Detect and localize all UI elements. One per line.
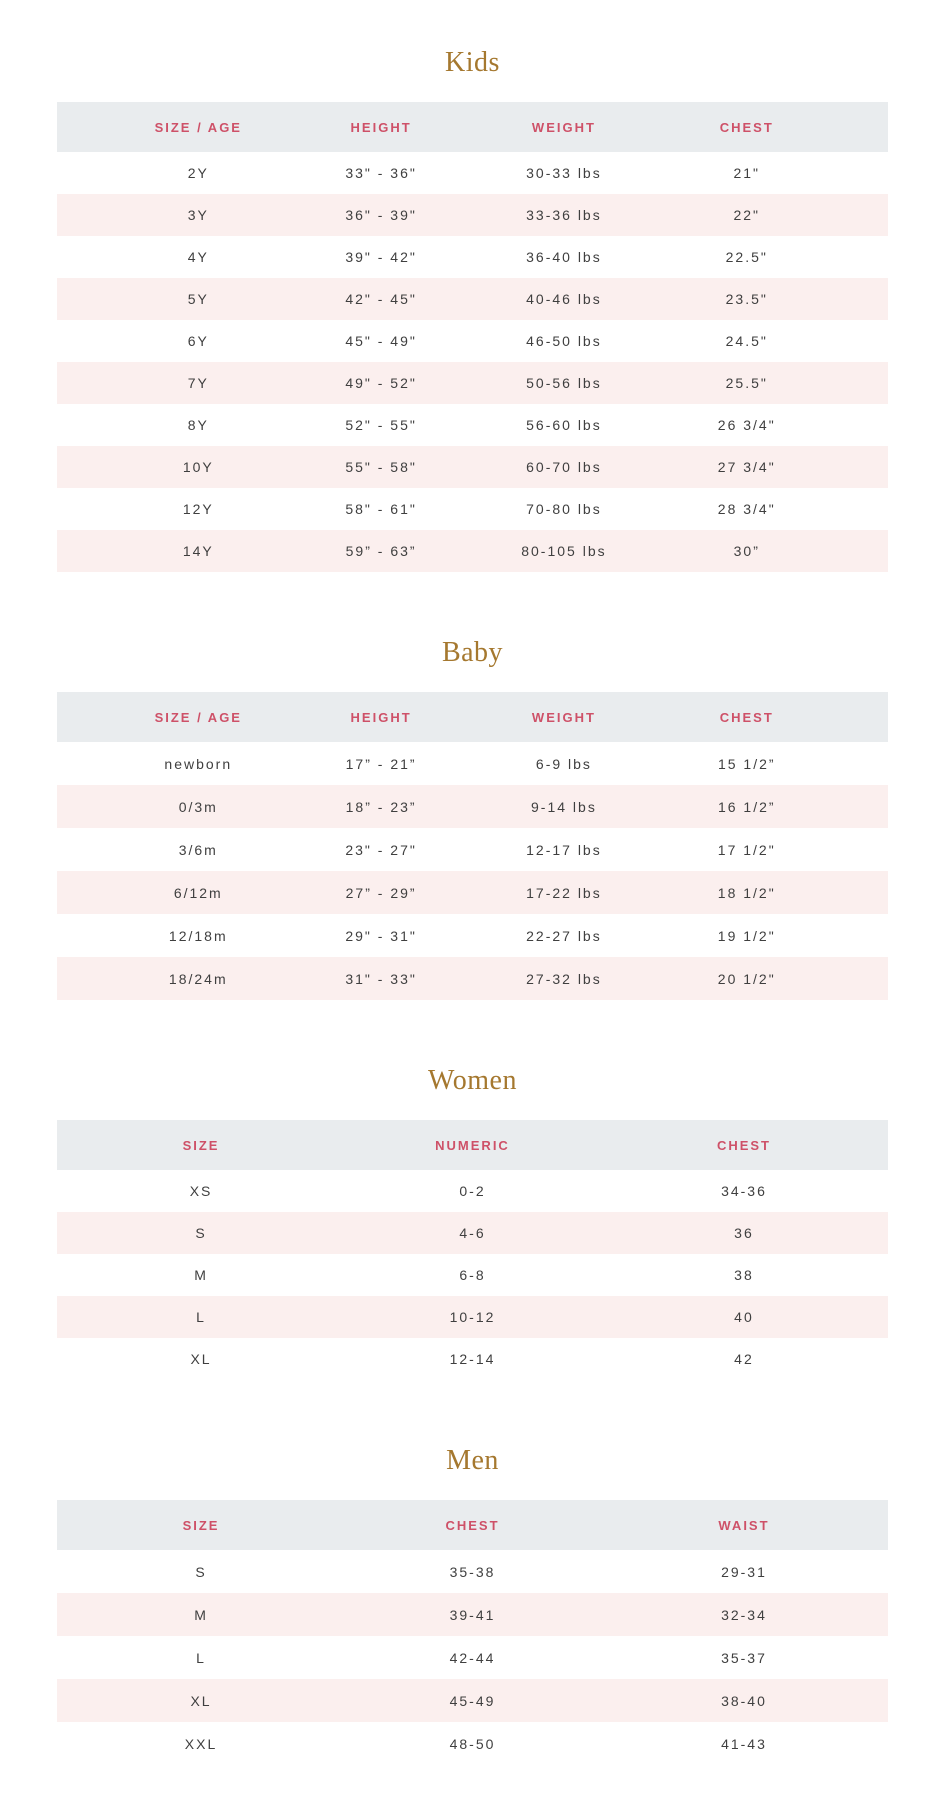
women-size-table [57, 1120, 888, 1380]
table-row [57, 1212, 888, 1254]
column-header: WEIGHT [531, 709, 596, 725]
table-cell: 0-2 [459, 1183, 486, 1199]
table-row [57, 1550, 888, 1593]
table-cell: 35-38 [449, 1563, 496, 1580]
table-cell: 8Y [187, 417, 209, 433]
table-cell: 10Y [182, 459, 214, 475]
table-cell: 45-49 [449, 1692, 496, 1709]
table-cell: 40 [734, 1309, 754, 1325]
kids-size-table [57, 102, 888, 572]
table-cell: 27-32 lbs [526, 970, 602, 987]
section-women [57, 1064, 888, 1380]
section-title: Kids [445, 47, 500, 78]
table-cell: L [196, 1649, 206, 1666]
table-cell: 0/3m [178, 798, 218, 815]
table-body [57, 1550, 888, 1765]
table-cell: XL [190, 1351, 212, 1367]
table-cell: 18/24m [168, 970, 228, 987]
table-body [57, 742, 888, 1000]
table-body [57, 152, 888, 572]
table-cell: 6/12m [173, 884, 223, 901]
table-row [57, 1254, 888, 1296]
table-cell: XL [190, 1692, 212, 1709]
column-header: CHEST [716, 1137, 771, 1153]
table-body [57, 1170, 888, 1380]
table-cell: 39-41 [449, 1606, 496, 1623]
table-cell: S [195, 1225, 207, 1241]
table-cell: 7Y [187, 375, 209, 391]
table-cell: 22" [733, 207, 761, 223]
table-cell: 29-31 [721, 1563, 767, 1580]
section-kids [57, 46, 888, 572]
table-header-row [57, 1500, 888, 1550]
table-row [57, 152, 888, 194]
column-header: CHEST [445, 1517, 500, 1533]
table-cell: 70-80 lbs [526, 501, 602, 517]
table-cell: 46-50 lbs [526, 333, 602, 349]
table-cell: 36 [734, 1225, 754, 1241]
table-row [57, 488, 888, 530]
table-row [57, 404, 888, 446]
table-cell: 59” - 63” [345, 543, 417, 559]
table-cell: 12-17 lbs [526, 841, 602, 858]
section-men [57, 1444, 888, 1765]
table-cell: 48-50 [449, 1735, 496, 1752]
table-cell: 22.5" [725, 249, 768, 265]
table-row [57, 194, 888, 236]
table-cell: 21" [733, 165, 761, 181]
section-title: Men [446, 1445, 499, 1476]
table-row [57, 446, 888, 488]
table-cell: 30-33 lbs [526, 165, 602, 181]
table-cell: 33" - 36" [345, 165, 417, 181]
table-cell: 29" - 31" [345, 927, 417, 944]
column-header: WEIGHT [531, 119, 596, 135]
table-cell: 12-14 [449, 1351, 496, 1367]
table-cell: 23" - 27" [345, 841, 417, 858]
table-cell: 80-105 lbs [521, 543, 607, 559]
column-header: SIZE [182, 1517, 220, 1533]
table-row [57, 957, 888, 1000]
table-cell: XS [189, 1183, 213, 1199]
table-cell: 23.5" [725, 291, 768, 307]
table-cell: newborn [164, 755, 233, 772]
table-cell: 4Y [187, 249, 209, 265]
table-cell: M [194, 1267, 208, 1283]
table-cell: 30” [733, 543, 760, 559]
table-header-row [57, 692, 888, 742]
table-row [57, 278, 888, 320]
table-cell: 55" - 58" [345, 459, 417, 475]
table-cell: XXL [184, 1735, 218, 1752]
table-cell: 52" - 55" [345, 417, 417, 433]
table-cell: 42 [734, 1351, 754, 1367]
table-row [57, 320, 888, 362]
table-cell: 6-9 lbs [535, 755, 592, 772]
baby-size-table [57, 692, 888, 1000]
table-cell: 20 1/2" [717, 970, 776, 987]
table-cell: 24.5" [725, 333, 768, 349]
table-cell: 9-14 lbs [531, 798, 597, 815]
table-cell: 38-40 [721, 1692, 767, 1709]
table-cell: 18 1/2" [717, 884, 776, 901]
table-cell: 34-36 [721, 1183, 767, 1199]
column-header: SIZE / AGE [154, 709, 242, 725]
column-header: SIZE / AGE [154, 119, 242, 135]
section-baby [57, 636, 888, 1000]
section-title: Baby [441, 637, 504, 668]
table-cell: 6-8 [459, 1267, 486, 1283]
table-header-row [57, 1120, 888, 1170]
table-row [57, 236, 888, 278]
table-row [57, 914, 888, 957]
table-cell: 26 3/4" [717, 417, 776, 433]
table-cell: 6Y [187, 333, 209, 349]
table-cell: M [194, 1606, 208, 1623]
table-cell: 3/6m [178, 841, 218, 858]
column-header: SIZE [182, 1137, 220, 1153]
table-cell: 12Y [182, 501, 214, 517]
table-cell: L [196, 1309, 206, 1325]
table-cell: 42-44 [449, 1649, 496, 1666]
table-cell: 25.5" [725, 375, 768, 391]
table-row [57, 828, 888, 871]
table-cell: 4-6 [459, 1225, 486, 1241]
table-row [57, 785, 888, 828]
column-header: HEIGHT [350, 119, 412, 135]
table-cell: 38 [734, 1267, 754, 1283]
table-cell: 50-56 lbs [526, 375, 602, 391]
table-cell: 39" - 42" [345, 249, 417, 265]
table-cell: 28 3/4" [717, 501, 776, 517]
table-cell: 3Y [187, 207, 209, 223]
table-cell: 19 1/2" [717, 927, 776, 944]
section-title: Women [428, 1065, 517, 1096]
table-cell: 15 1/2” [717, 755, 776, 772]
table-cell: 49" - 52" [345, 375, 417, 391]
table-cell: 32-34 [721, 1606, 767, 1623]
table-row [57, 1338, 888, 1380]
table-row [57, 1722, 888, 1765]
table-row [57, 362, 888, 404]
table-row [57, 1679, 888, 1722]
table-row [57, 742, 888, 785]
table-cell: 27” - 29” [345, 884, 417, 901]
table-cell: 16 1/2” [717, 798, 776, 815]
table-cell: 40-46 lbs [526, 291, 602, 307]
table-cell: 33-36 lbs [526, 207, 602, 223]
table-cell: 36-40 lbs [526, 249, 602, 265]
table-cell: 18” - 23” [345, 798, 417, 815]
table-cell: 17” - 21” [345, 755, 417, 772]
table-row [57, 530, 888, 572]
column-header: HEIGHT [350, 709, 412, 725]
table-row [57, 1593, 888, 1636]
table-cell: 27 3/4" [717, 459, 776, 475]
table-cell: 42" - 45" [345, 291, 417, 307]
table-cell: S [195, 1563, 207, 1580]
column-header: CHEST [719, 709, 774, 725]
table-cell: 41-43 [721, 1735, 767, 1752]
table-cell: 22-27 lbs [526, 927, 602, 944]
men-size-table [57, 1500, 888, 1765]
table-cell: 60-70 lbs [526, 459, 602, 475]
table-header-row [57, 102, 888, 152]
table-cell: 14Y [182, 543, 214, 559]
table-cell: 2Y [187, 165, 209, 181]
table-cell: 45" - 49" [345, 333, 417, 349]
column-header: NUMERIC [435, 1137, 510, 1153]
table-cell: 56-60 lbs [526, 417, 602, 433]
column-header: CHEST [719, 119, 774, 135]
table-cell: 36" - 39" [345, 207, 417, 223]
table-row [57, 1296, 888, 1338]
table-cell: 17 1/2" [717, 841, 776, 858]
table-cell: 5Y [187, 291, 209, 307]
table-row [57, 1636, 888, 1679]
table-cell: 10-12 [449, 1309, 496, 1325]
table-cell: 58" - 61" [345, 501, 417, 517]
table-cell: 12/18m [168, 927, 228, 944]
column-header: WAIST [718, 1517, 770, 1533]
table-cell: 35-37 [721, 1649, 767, 1666]
table-cell: 17-22 lbs [526, 884, 602, 901]
table-cell: 31" - 33" [345, 970, 417, 987]
table-row [57, 1170, 888, 1212]
table-row [57, 871, 888, 914]
